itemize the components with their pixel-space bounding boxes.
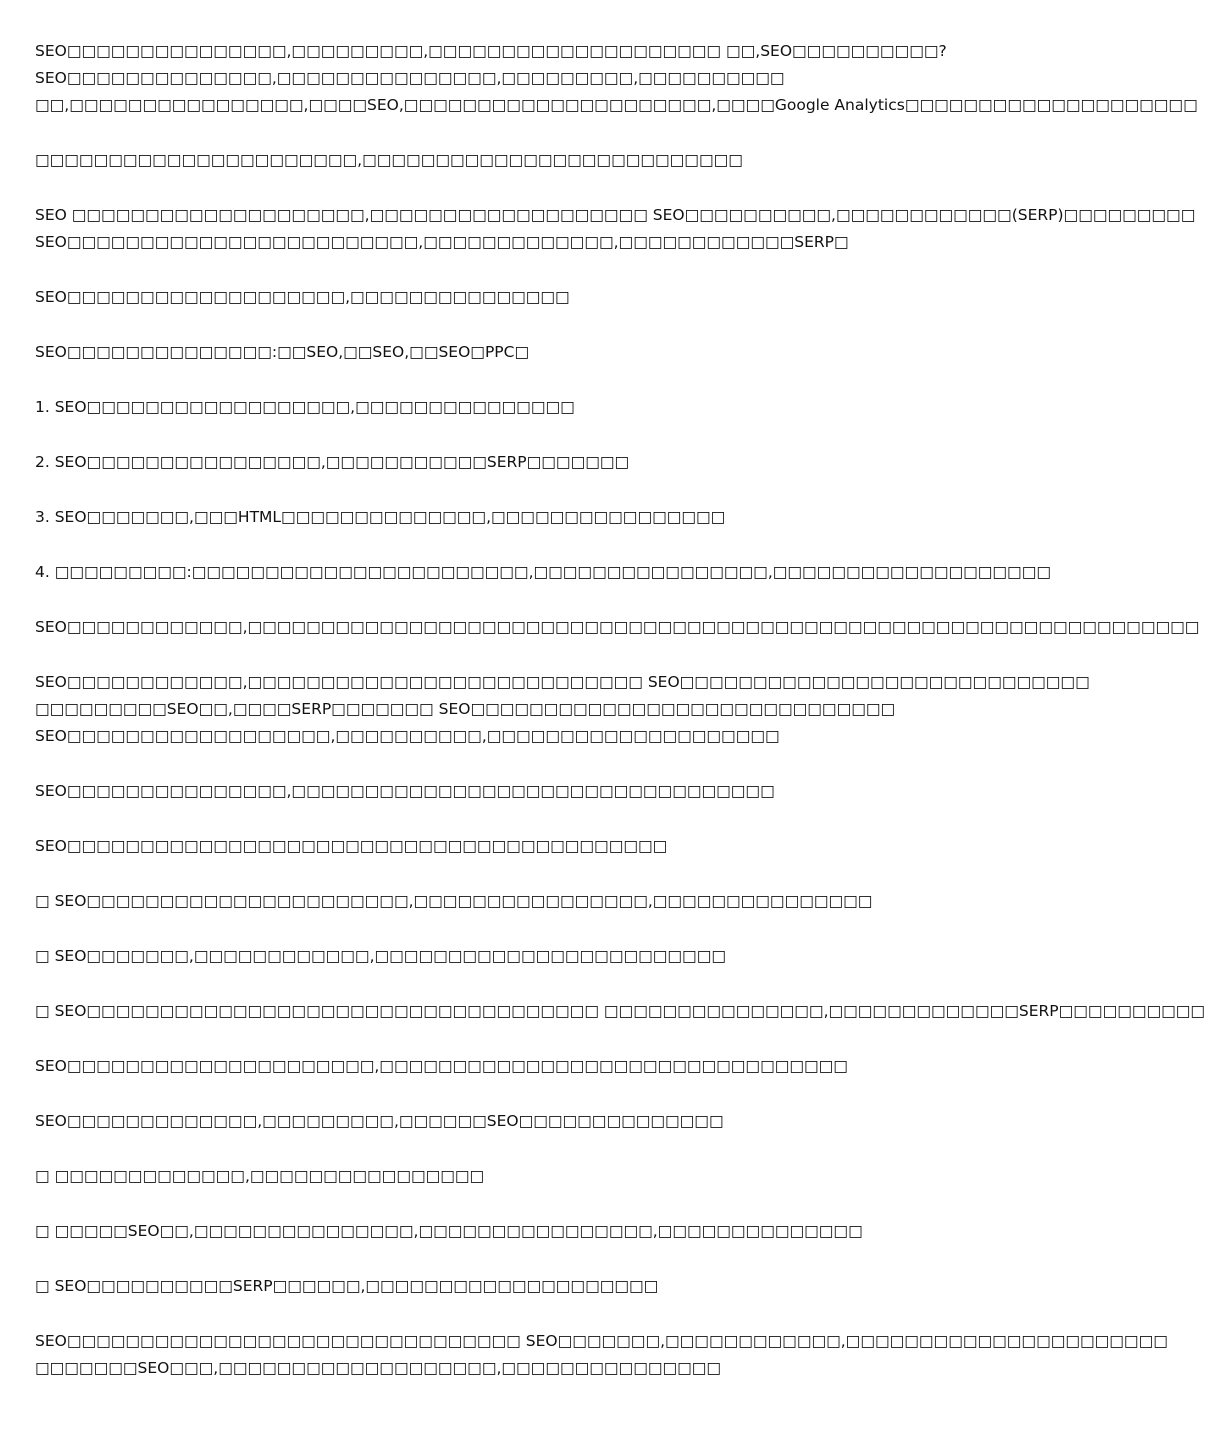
paragraph-line: SEO□□□□□□□□□□□□□□□,□□□□□□□□□,□□□□□□□□□□□□□□□□□□□□ □□,SEO□□□□□□□□□□? [35,42,947,60]
paragraph-line: SEO□□□□□□□□□□□□□□□□□□□□□□□□□□□□□□□□□□□□□□□□□ [35,837,668,855]
bullet-item-1 [35,888,995,915]
paragraph-3 [35,202,1196,256]
paragraph-22 [35,1328,1168,1382]
paragraph-2 [35,147,995,174]
list-item-2 [35,449,995,476]
bullet-item-3 [35,998,1205,1025]
paragraph-13 [35,833,995,860]
list-item-4 [35,559,1051,586]
bullet-item-4 [35,1163,995,1190]
paragraph-line: 3. SEO□□□□□□□,□□□HTML□□□□□□□□□□□□□□,□□□□□□□□□□□□□□□□ [35,508,726,526]
bullet-item-5 [35,1218,995,1245]
paragraph-line: □□□□□□□SEO□□□,□□□□□□□□□□□□□□□□□□□,□□□□□□□□□□□□□□□ [35,1359,722,1377]
paragraph-line: □ SEO□□□□□□□□□□□□□□□□□□□□□□□□□□□□□□□□□□□ □□□□□□□□□□□□□□□,□□□□□□□□□□□□□SERP□□□□□□□□□□ [35,1002,1205,1020]
paragraph-line: □ □□□□□□□□□□□□□,□□□□□□□□□□□□□□□□ [35,1167,485,1185]
paragraph-line: SEO□□□□□□□□□□□□□□□□□□□□□□□□,□□□□□□□□□□□□□,□□□□□□□□□□□□SERP□ [35,233,849,251]
paragraph-line: SEO□□□□□□□□□□□□□,□□□□□□□□□,□□□□□□SEO□□□□□□□□□□□□□□ [35,1112,724,1130]
paragraph-1 [35,38,1198,119]
bullet-item-2 [35,943,995,970]
paragraph-line: 2. SEO□□□□□□□□□□□□□□□□,□□□□□□□□□□□SERP□□□□□□□ [35,453,630,471]
paragraph-17 [35,1053,995,1080]
paragraph-line: SEO□□□□□□□□□□□□□□:□□SEO,□□SEO,□□SEO□PPC□ [35,343,530,361]
paragraph-line: SEO□□□□□□□□□□□□□□□□□□□□□□□□□□□□□□□ SEO□□□□□□□,□□□□□□□□□□□□,□□□□□□□□□□□□□□□□□□□□□□ [35,1332,1168,1350]
list-item-1 [35,394,995,421]
paragraph-line: □□□□□□□□□□□□□□□□□□□□□□,□□□□□□□□□□□□□□□□□□□□□□□□□□ [35,151,743,169]
paragraph-line: □□□□□□□□□SEO□□,□□□□SERP□□□□□□□ SEO□□□□□□□□□□□□□□□□□□□□□□□□□□□□□ [35,700,896,718]
paragraph-line: □ SEO□□□□□□□□□□□□□□□□□□□□□□,□□□□□□□□□□□□□□□□,□□□□□□□□□□□□□□□ [35,892,873,910]
paragraph-line: □ □□□□□SEO□□,□□□□□□□□□□□□□□□,□□□□□□□□□□□□□□□□,□□□□□□□□□□□□□□ [35,1222,863,1240]
paragraph-line: SEO□□□□□□□□□□□□,□□□□□□□□□□□□□□□□□□□□□□□□□□□□□□□□□□□□□□□□□□□□□□□□□□□□□□□□□□□□□□□□□ [35,618,1200,636]
paragraph-line: SEO□□□□□□□□□□□□□□,□□□□□□□□□□□□□□□,□□□□□□□□□,□□□□□□□□□□ [35,69,785,87]
paragraph-5 [35,339,995,366]
paragraph-4 [35,284,995,311]
paragraph-11 [35,669,1090,750]
paragraph-line: SEO□□□□□□□□□□□□□□□□□□,□□□□□□□□□□,□□□□□□□□□□□□□□□□□□□□ [35,727,780,745]
paragraph-line: SEO□□□□□□□□□□□□,□□□□□□□□□□□□□□□□□□□□□□□□□□□ SEO□□□□□□□□□□□□□□□□□□□□□□□□□□□□ [35,673,1090,691]
document-page [35,38,1205,1410]
paragraph-line: SEO □□□□□□□□□□□□□□□□□□□□,□□□□□□□□□□□□□□□□□□□ SEO□□□□□□□□□□,□□□□□□□□□□□□(SERP)□□□□□□□□□ [35,206,1196,224]
paragraph-line: 4. □□□□□□□□□:□□□□□□□□□□□□□□□□□□□□□□□,□□□□□□□□□□□□□□□□,□□□□□□□□□□□□□□□□□□□ [35,563,1051,581]
paragraph-line: □ SEO□□□□□□□□□□SERP□□□□□□,□□□□□□□□□□□□□□□□□□□□ [35,1277,659,1295]
paragraph-line: SEO□□□□□□□□□□□□□□□,□□□□□□□□□□□□□□□□□□□□□□□□□□□□□□□□□ [35,782,775,800]
paragraph-12 [35,778,995,805]
paragraph-line: SEO□□□□□□□□□□□□□□□□□□□□□,□□□□□□□□□□□□□□□□□□□□□□□□□□□□□□□□ [35,1057,848,1075]
bullet-item-6 [35,1273,995,1300]
paragraph-10 [35,614,1200,641]
paragraph-line: 1. SEO□□□□□□□□□□□□□□□□□□,□□□□□□□□□□□□□□□ [35,398,575,416]
paragraph-line: SEO□□□□□□□□□□□□□□□□□□□,□□□□□□□□□□□□□□□ [35,288,570,306]
paragraph-line: □ SEO□□□□□□□,□□□□□□□□□□□□,□□□□□□□□□□□□□□□□□□□□□□□□ [35,947,726,965]
paragraph-18 [35,1108,995,1135]
paragraph-line: □□,□□□□□□□□□□□□□□□□,□□□□SEO,□□□□□□□□□□□□□□□□□□□□□,□□□□Google Analytics□□□□□□□□□□□□□□□□□□□□ [35,96,1198,114]
list-item-3 [35,504,995,531]
